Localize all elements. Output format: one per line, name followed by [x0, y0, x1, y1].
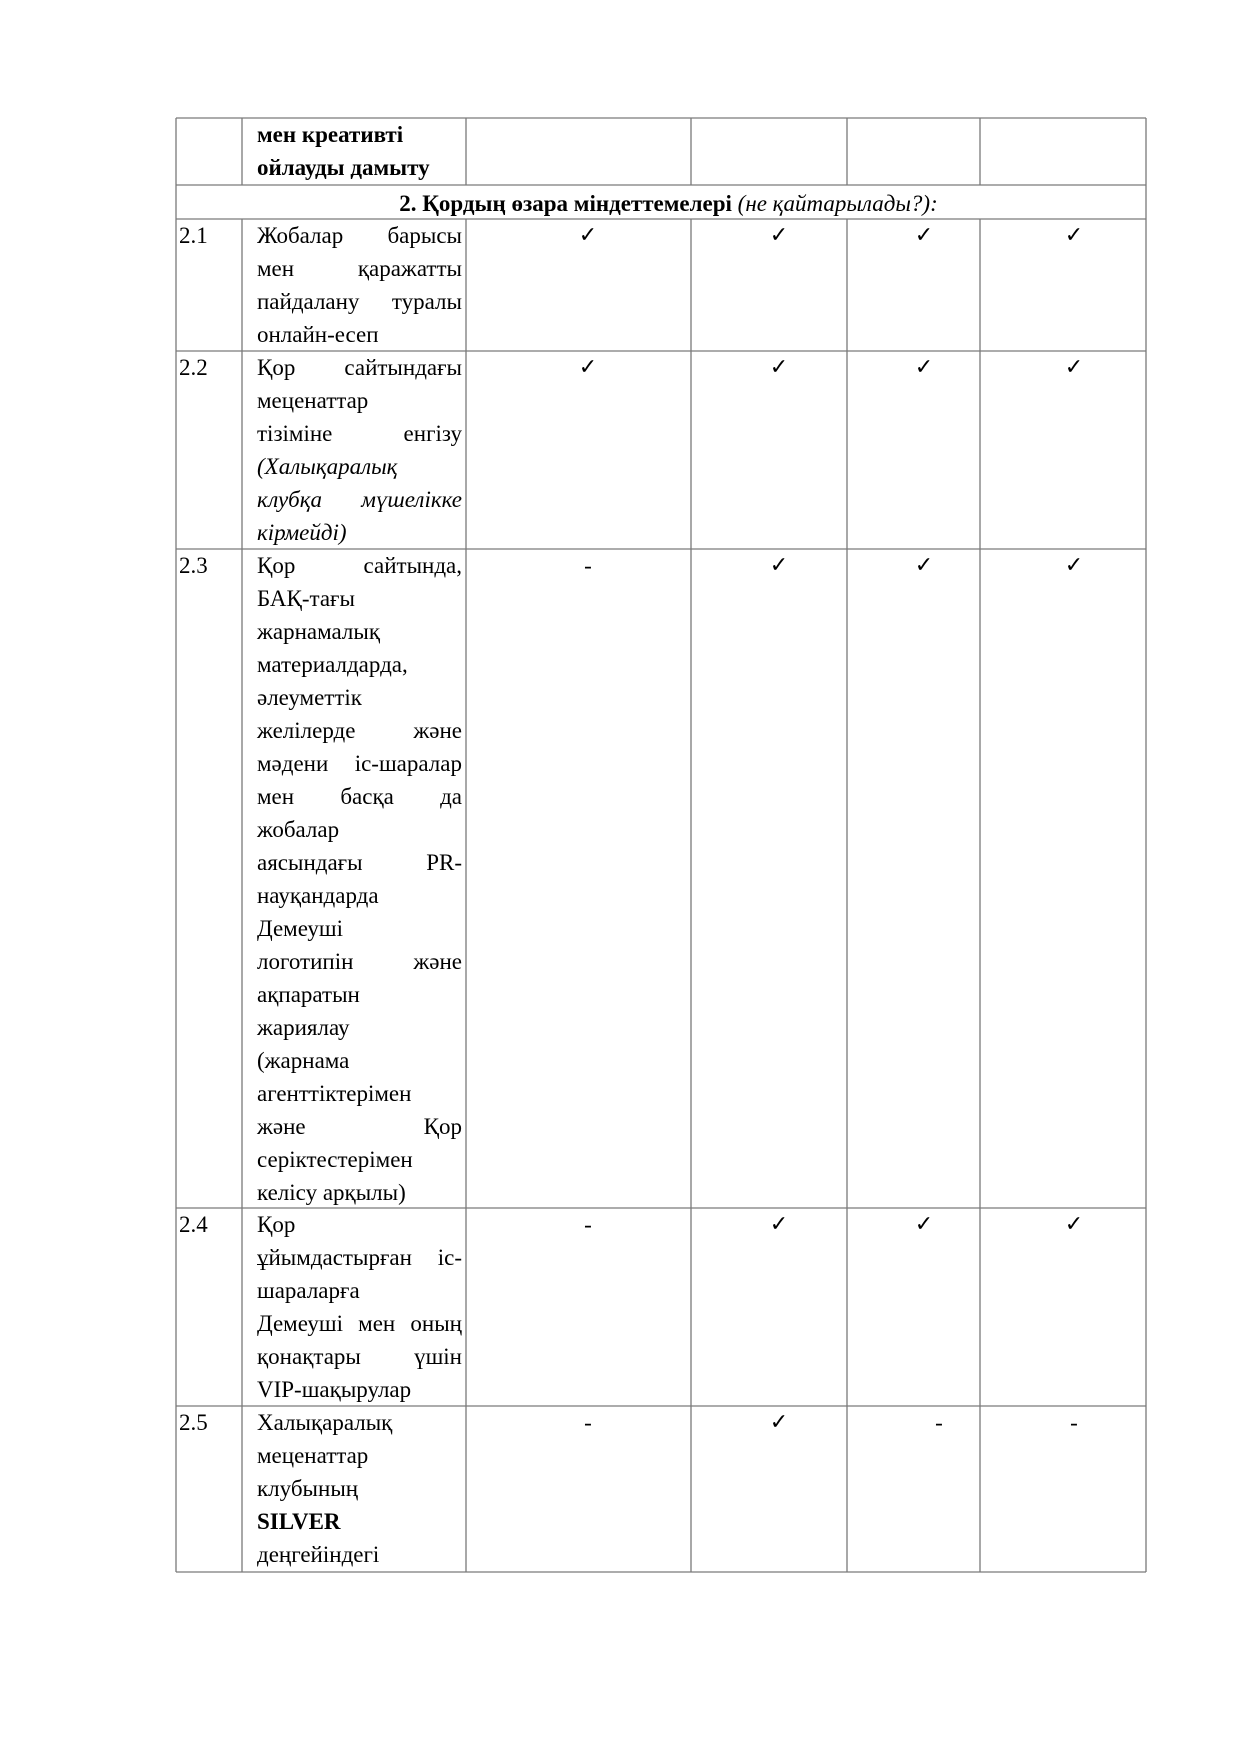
- mark-level-4: ✓: [1064, 355, 1084, 380]
- description-line: VIP-шақырулар: [257, 1377, 412, 1402]
- description-line: клубының: [257, 1476, 359, 1501]
- description-line: әлеуметтік: [257, 685, 362, 710]
- description-line: логотипін және: [257, 949, 462, 974]
- mark-level-2: ✓: [769, 355, 789, 380]
- description-line: мен басқа да: [257, 784, 462, 809]
- row-description: [257, 549, 462, 1209]
- description-line: жариялау: [257, 1015, 350, 1040]
- mark-level-1: -: [584, 1212, 592, 1237]
- mark-level-3: ✓: [914, 355, 934, 380]
- row-description: [257, 219, 462, 351]
- mark-level-4: ✓: [1064, 1212, 1084, 1237]
- description-line: аясындағы PR-: [257, 850, 462, 875]
- mark-level-4: -: [1070, 1410, 1078, 1435]
- description-line: меценаттар: [257, 388, 369, 413]
- description-line: (жарнама: [257, 1048, 350, 1073]
- description-line: мәдени іс-шаралар: [257, 751, 462, 776]
- continued-line: мен креативті: [257, 122, 404, 147]
- row-number: 2.3: [179, 553, 208, 578]
- description-line: желілерде және: [257, 718, 462, 743]
- mark-level-3: ✓: [914, 553, 934, 578]
- description-line: серіктестерімен: [257, 1147, 413, 1172]
- mark-level-2: ✓: [769, 223, 789, 248]
- mark-level-4: ✓: [1064, 223, 1084, 248]
- section-header: [179, 187, 1158, 220]
- description-line: Халықаралық: [257, 1410, 393, 1435]
- section-subtitle: (не қайтарылады?):: [737, 191, 938, 216]
- mark-level-1: -: [584, 553, 592, 578]
- description-line: тізіміне енгізу: [257, 421, 462, 446]
- description-line: шараларға: [257, 1278, 360, 1303]
- mark-level-1: ✓: [578, 223, 598, 248]
- mark-level-2: ✓: [769, 1212, 789, 1237]
- description-line: пайдалану туралы: [257, 289, 462, 314]
- description-line: Қор сайтында,: [257, 553, 462, 578]
- description-line: қонақтары үшін: [257, 1344, 462, 1369]
- continued-row-text: [257, 118, 462, 184]
- description-line: Демеуші мен оның: [257, 1311, 462, 1336]
- row-number: 2.2: [179, 355, 208, 380]
- row-number: 2.5: [179, 1410, 208, 1435]
- row-number: 2.1: [179, 223, 208, 248]
- mark-level-2: ✓: [769, 553, 789, 578]
- mark-level-4: ✓: [1064, 553, 1084, 578]
- description-line: онлайн-есеп: [257, 322, 379, 347]
- description-line: меценаттар: [257, 1443, 369, 1468]
- description-line-bold: SILVER: [257, 1509, 341, 1534]
- row-description: [257, 1208, 462, 1406]
- mark-level-3: ✓: [914, 1212, 934, 1237]
- description-line: БАҚ-тағы: [257, 586, 355, 611]
- description-line: Қор: [257, 1212, 296, 1237]
- description-line: Демеуші: [257, 916, 343, 941]
- description-line: агенттіктерімен: [257, 1081, 412, 1106]
- description-line: және Қор: [257, 1114, 462, 1139]
- description-line: жобалар: [257, 817, 340, 842]
- mark-level-2: ✓: [769, 1410, 789, 1435]
- description-line: ұйымдастырған іс-: [257, 1245, 462, 1270]
- mark-level-3: -: [935, 1410, 943, 1435]
- description-line: мен қаражатты: [257, 256, 462, 281]
- mark-level-1: ✓: [578, 355, 598, 380]
- row-description: [257, 351, 462, 549]
- mark-level-3: ✓: [914, 223, 934, 248]
- description-line: материалдарда,: [257, 652, 408, 677]
- row-number: 2.4: [179, 1212, 208, 1237]
- description-line: науқандарда: [257, 883, 379, 908]
- description-line: ақпаратын: [257, 982, 360, 1007]
- mark-level-1: -: [584, 1410, 592, 1435]
- description-line: Жобалар барысы: [257, 223, 462, 248]
- description-note-line: клубқа мүшелікке: [257, 487, 462, 512]
- description-line: Қор сайтындағы: [257, 355, 462, 380]
- description-line: жарнамалық: [257, 619, 381, 644]
- row-description: [257, 1406, 462, 1571]
- description-note-line: кірмейді): [257, 520, 347, 545]
- description-note-line: (Халықаралық: [257, 454, 398, 479]
- section-title: 2. Қордың өзара міндеттемелері: [399, 191, 732, 216]
- description-line: келісу арқылы): [257, 1180, 406, 1205]
- description-line: деңгейіндегі: [257, 1542, 380, 1567]
- continued-line: ойлауды дамыту: [257, 155, 430, 180]
